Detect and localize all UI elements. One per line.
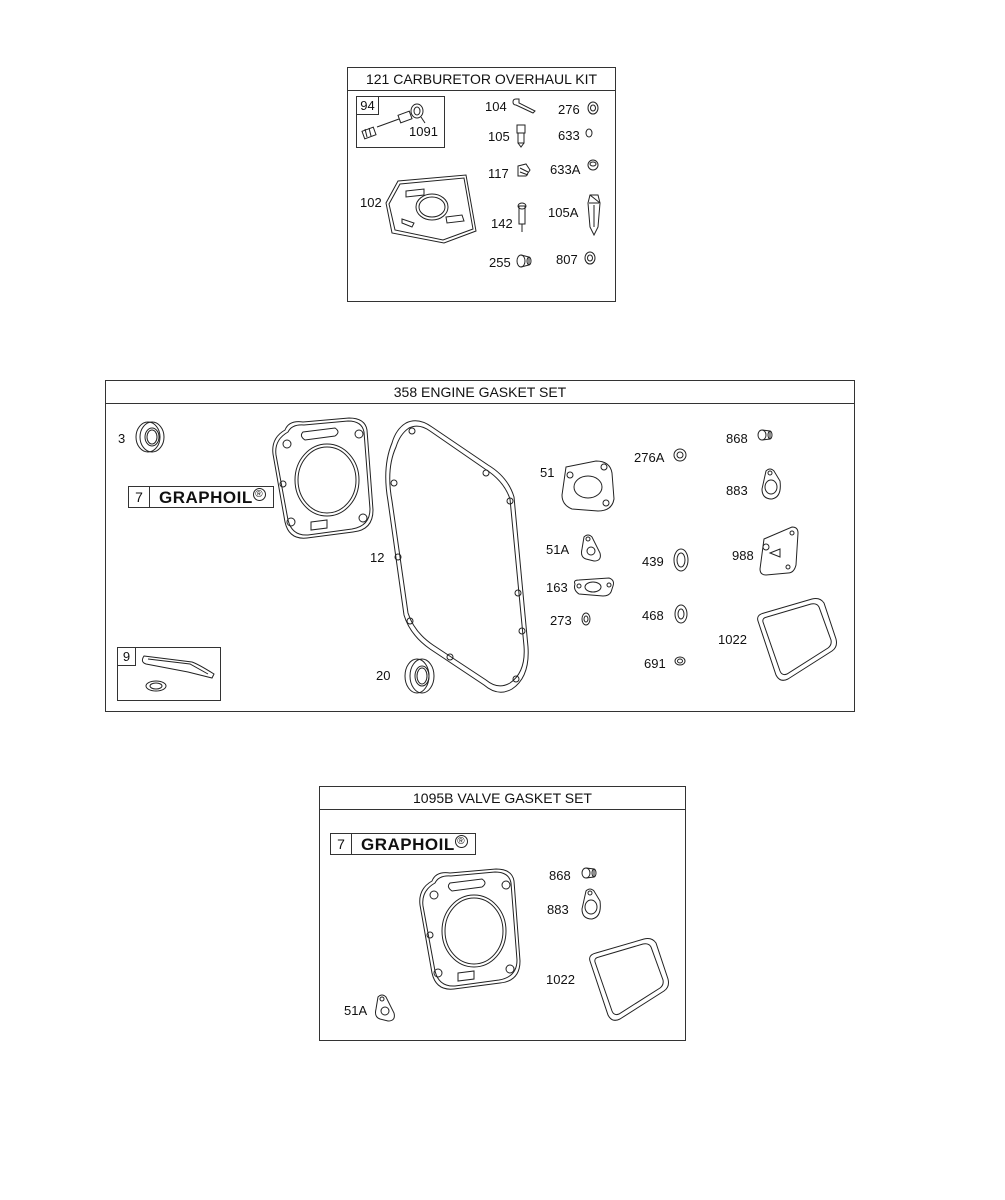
callout-276A: 276A — [634, 450, 665, 465]
gasket-part-51A — [372, 993, 398, 1025]
washer-part-276 — [586, 101, 600, 115]
callout-105A: 105A — [548, 205, 579, 220]
oil-seal-part-3 — [130, 419, 170, 455]
subkit-9-ref: 9 — [118, 648, 136, 666]
seal-part-468 — [672, 603, 690, 625]
callout-868: 868 — [549, 868, 571, 883]
mounting-gasket-part-102 — [384, 173, 479, 245]
subkit-94-ref: 94 — [357, 97, 379, 115]
graphoil-ref: 7 — [331, 834, 352, 854]
valve-seal-part-868 — [756, 427, 776, 443]
head-gasket-part — [416, 865, 528, 993]
callout-51A: 51A — [546, 542, 570, 557]
rocker-cover-gasket-part-1022 — [584, 935, 674, 1027]
callout-1022: 1022 — [718, 632, 747, 647]
carburetor-kit-title: 121 CARBURETOR OVERHAUL KIT — [348, 68, 615, 91]
callout-102: 102 — [360, 195, 382, 210]
callout-3: 3 — [118, 431, 126, 446]
callout-142: 142 — [491, 216, 513, 231]
callout-468: 468 — [642, 608, 664, 623]
head-gasket-part — [269, 414, 379, 542]
graphoil-label-box — [128, 486, 274, 508]
callout-273: 273 — [550, 613, 572, 628]
callout-868: 868 — [726, 431, 748, 446]
callout-255: 255 — [489, 255, 511, 270]
subkit-9-box — [117, 647, 221, 701]
gasket-part-51A — [578, 533, 604, 563]
callout-51A: 51A — [344, 1003, 368, 1018]
callout-104: 104 — [485, 99, 507, 114]
intake-gasket-part-51 — [558, 457, 618, 515]
callout-633: 633 — [558, 128, 580, 143]
callout-807: 807 — [556, 252, 578, 267]
valve-gasket-title: 1095B VALVE GASKET SET — [320, 787, 685, 810]
callout-105: 105 — [488, 129, 510, 144]
carburetor-kit-panel — [347, 67, 616, 302]
registered-mark: ® — [455, 835, 468, 848]
needle-seat-part — [357, 97, 446, 149]
washer-part-807 — [583, 251, 597, 265]
callout-1091: 1091 — [409, 124, 438, 139]
rocker-cover-gasket-part-1022 — [752, 595, 842, 685]
callout-117: 117 — [488, 166, 509, 181]
graphoil-ref: 7 — [129, 487, 150, 507]
callout-691: 691 — [644, 656, 666, 671]
plate-gasket-part-988 — [758, 525, 802, 579]
callout-439: 439 — [642, 554, 664, 569]
exhaust-gasket-part-163 — [571, 576, 617, 598]
callout-988: 988 — [732, 548, 754, 563]
jet-part-105 — [514, 123, 528, 149]
callout-883: 883 — [547, 902, 569, 917]
cap-part-633A — [586, 158, 600, 172]
needle-part-142 — [516, 202, 528, 234]
graphoil-text: GRAPHOIL — [361, 835, 455, 854]
graphoil-label — [159, 487, 264, 507]
engine-gasket-panel — [105, 380, 855, 712]
callout-20: 20 — [376, 668, 391, 683]
callout-276: 276 — [558, 102, 580, 117]
graphoil-text: GRAPHOIL — [159, 488, 253, 507]
oil-seal-part-20 — [400, 655, 440, 697]
valve-seal-part-868 — [580, 865, 600, 881]
callout-1022: 1022 — [546, 972, 575, 987]
subkit-94-box — [356, 96, 445, 148]
callout-12: 12 — [370, 550, 385, 565]
rocker-cover-gasket-subkit-part — [118, 648, 222, 702]
oring-part-273 — [580, 611, 592, 627]
seal-part-439 — [672, 547, 690, 573]
gasket-part-883 — [758, 467, 784, 503]
screw-part-117 — [514, 162, 534, 182]
callout-163: 163 — [546, 580, 568, 595]
callout-883: 883 — [726, 483, 748, 498]
engine-gasket-title: 358 ENGINE GASKET SET — [106, 381, 854, 404]
bushing-part-255 — [515, 252, 533, 270]
valve-gasket-panel — [319, 786, 686, 1041]
washer-part-691 — [672, 655, 688, 667]
oring-part-633 — [584, 128, 594, 138]
graphoil-label — [361, 834, 466, 854]
registered-mark: ® — [253, 488, 266, 501]
clip-part-104 — [511, 98, 537, 114]
gasket-part-883 — [578, 887, 604, 923]
callout-51: 51 — [540, 465, 555, 480]
callout-633A: 633A — [550, 162, 581, 177]
graphoil-label-box — [330, 833, 476, 855]
tube-part-105A — [584, 193, 604, 237]
washer-part-276A — [672, 447, 688, 463]
